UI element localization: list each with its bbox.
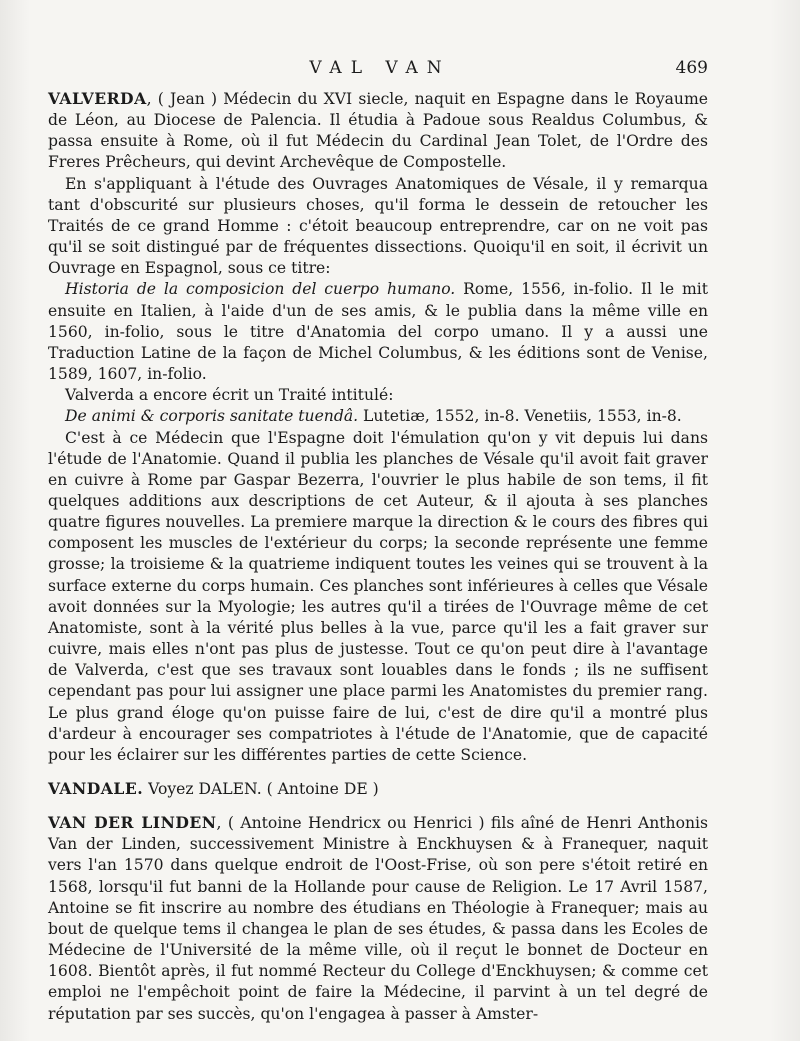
entry-paragraph bbox=[48, 88, 708, 174]
entry-paragraph bbox=[48, 812, 708, 1025]
entry-paragraph bbox=[48, 406, 708, 427]
entry-text: , ( Antoine Hendricx ou Henrici ) fils aîné de Henri Anthonis Van der Linden, successivement Ministre à Enckhuysen & à Franequer, naquit vers l'an 1570 dans quelque endroit de l'Oost-Frise, où son pere s'étoit retiré en 1568, lorsqu'il fut banni de la Hollande pour cause de Religion. Le 17 Avril 1587, Antoine se fit inscrire au nombre des étudians en Théologie à Franequer; mais au bout de quelque tems il changea le plan de ses études, & passa dans les Ecoles de Médecine de l'Université de la même ville, où il reçut le bonnet de Docteur en 1608. Bientôt après, il fut nommé Recteur du College d'Enckhuysen; & comme cet emploi ne l'empêchoit point de faire la Médecine, il parvint à un tel degré de réputation par ses succès, qu'on l'engagea à passer à Amster- bbox=[48, 814, 709, 1023]
entry-text: Lutetiæ, 1552, in-8. Venetiis, 1553, in-8. bbox=[358, 407, 682, 426]
work-title: De animi & corporis sanitate tuendâ. bbox=[65, 407, 359, 426]
page-body bbox=[48, 88, 708, 1025]
entry-paragraph: En s'appliquant à l'étude des Ouvrages Anatomiques de Vésale, il y remarqua tant d'obscurité sur plusieurs choses, qu'il forma le dessein de retoucher les Traités de ce grand Homme : c'étoit beaucoup entreprendre, car on ne voit pas qu'il se soit distingué par de fréquentes dissections. Quoiqu'il en soit, il écrivit un Ouvrage en Espagnol, sous ce titre: bbox=[48, 174, 708, 278]
entry-vandale bbox=[48, 778, 708, 800]
entry-van-der-linden bbox=[48, 812, 708, 1025]
cross-reference: Voyez DALEN. ( Antoine DE ) bbox=[143, 780, 379, 798]
entry-text: , ( Jean ) Médecin du XVI siecle, naquit en Espagne dans le Royaume de Léon, au Diocese de Palencia. Il étudia à Padoue sous Realdus Columbus, & passa ensuite à Rome, où il fut Médecin du Cardinal Jean Tolet, de l'Ordre des Freres Prêcheurs, qui devint Archevêque de Compostelle. bbox=[48, 90, 708, 172]
page-number: 469 bbox=[675, 58, 708, 78]
entry-paragraph: C'est à ce Médecin que l'Espagne doit l'émulation qu'on y vit depuis lui dans l'étude de l'Anatomie. Quand il publia les planches de Vésale qu'il avoit fait graver en cuivre à Rome par Gaspar Bezerra, l'ouvrier le plus habile de son tems, il fit quelques additions aux descriptions de cet Auteur, & il ajouta à ses planches quatre figures nouvelles. La premiere marque la direction & le cours des fibres qui composent les muscles de l'extérieur du corps; la seconde représente une femme grosse; la troisieme & la quatrieme indiquent toutes les veines qui se trouvent à la surface externe du corps humain. Ces planches sont inférieures à celles que Vésale avoit données sur la Myologie; les autres qu'il a tirées de l'Ouvrage même de cet Anatomiste, sont à la vérité plus belles à la vue, parce qu'il les a fait graver sur cuivre, mais elles n'ont pas plus de justesse. Tout ce qu'on peut dire à l'avantage de Valverda, c'est que ses travaux sont louables dans le fonds ; ils ne suffisent cependant pas pour lui assigner une place parmi les Anatomistes du premier rang. Le plus grand éloge qu'on puisse faire de lui, c'est de dire qu'il a montré plus d'ardeur à encourager ses compatriotes à l'étude de l'Anatomie, que de capacité pour les éclairer sur les différentes parties de cette Science. bbox=[48, 428, 708, 764]
running-title: VAL VAN bbox=[309, 58, 451, 78]
work-title: Historia de la composicion del cuerpo humano. bbox=[65, 280, 456, 299]
entry-headword: VALVERDA bbox=[48, 89, 147, 108]
entry-valverda bbox=[48, 88, 708, 766]
entry-paragraph bbox=[48, 279, 708, 385]
entry-paragraph: Valverda a encore écrit un Traité intitulé: bbox=[65, 386, 394, 405]
entry-headword: VAN DER LINDEN bbox=[48, 813, 217, 833]
running-head bbox=[0, 58, 800, 84]
entry-paragraph bbox=[48, 778, 708, 800]
entry-text: Rome, 1556, in-folio. Il le mit ensuite en Italien, à l'aide d'un de ses amis, & le publia dans la même ville en 1560, in-folio, sous le titre d'Anatomia del corpo umano. Il y a aussi une Traduction Latine de la façon de Michel Columbus, & les éditions sont de Venise, 1589, 1607, in-folio. bbox=[48, 280, 708, 384]
entry-headword: VANDALE. bbox=[48, 779, 144, 798]
